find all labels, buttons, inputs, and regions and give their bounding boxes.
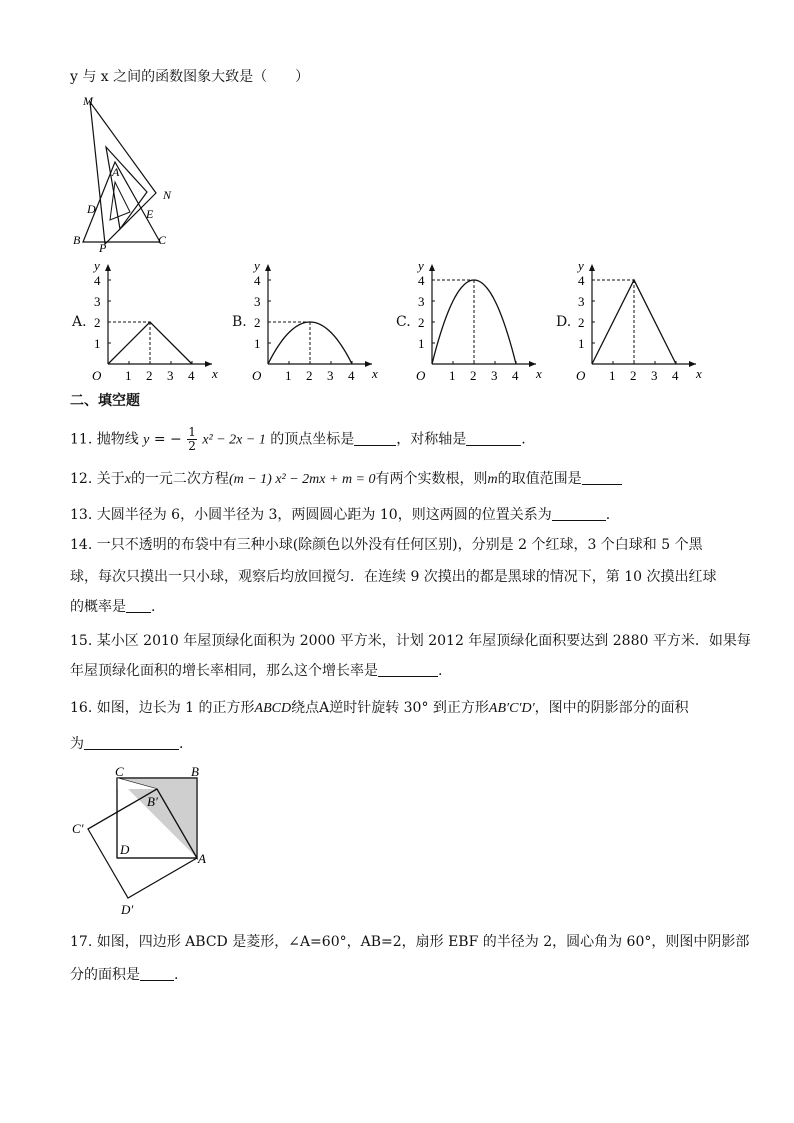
y-tick-label: 3 — [94, 294, 101, 309]
x-tick-label: 3 — [651, 368, 658, 383]
y-tick-label: 3 — [578, 294, 585, 309]
q16-line-2 — [70, 735, 183, 753]
q12-var-x: x — [124, 472, 131, 487]
question-13 — [70, 506, 610, 524]
q11-text: 抛物线 — [96, 431, 139, 448]
q17-blank[interactable] — [140, 966, 174, 981]
origin-label: O — [92, 368, 102, 383]
q12-number: 12. — [70, 471, 93, 487]
label-N: N — [163, 188, 172, 202]
x-tick-label: 1 — [125, 368, 132, 383]
label-D: D — [87, 202, 96, 216]
y-tick-label: 4 — [418, 273, 425, 288]
x-tick-label: 4 — [512, 368, 519, 383]
q16-blank[interactable] — [84, 735, 179, 750]
q17-text: 分的面积是 — [70, 967, 140, 983]
x-axis-arrow — [529, 361, 536, 367]
q12-var-m: m — [487, 472, 498, 487]
fig16-label-A: A — [198, 851, 206, 866]
label-M: M — [83, 94, 93, 108]
q15-line-1: 15. 某小区 2010 年屋顶绿化面积为 2000 平方米，计划 2012 年屋顶绿化面积要达到 2880 平方米．如果每 — [70, 633, 751, 649]
q15-blank[interactable] — [378, 662, 438, 677]
q14-end: . — [151, 599, 156, 615]
x-axis-label: x — [212, 366, 218, 381]
option-graph-4 — [570, 256, 700, 386]
x-tick-label: 3 — [167, 368, 174, 383]
x-tick-label: 4 — [348, 368, 355, 383]
q14-text: 的概率是 — [70, 599, 126, 615]
q16-end: . — [179, 736, 184, 752]
y-axis-label: y — [94, 258, 100, 273]
q16-text: 16. 如图，边长为 1 的正方形 — [70, 700, 255, 716]
q12-text: 关于 — [96, 471, 125, 487]
label-E: E — [146, 207, 154, 221]
x-axis-label: x — [536, 366, 542, 381]
x-tick-label: 2 — [470, 368, 477, 383]
q11-text-mid: 的顶点坐标是 — [270, 431, 355, 448]
fig16-label-D1: D′ — [121, 902, 134, 917]
fig16-label-C1: C′ — [72, 821, 84, 836]
option-label-4[interactable]: D. — [556, 314, 572, 330]
y-tick-label: 2 — [254, 315, 261, 330]
fig16-label-D: D — [120, 842, 130, 857]
label-B: B — [73, 233, 81, 247]
x-axis-label: x — [696, 366, 702, 381]
option-label-3[interactable]: C. — [396, 314, 411, 330]
y-axis-label: y — [418, 258, 424, 273]
origin-label: O — [576, 368, 586, 383]
y-axis-arrow — [589, 264, 595, 271]
q16-text-mid: 绕点A逆时针旋转 30° 到正方形 — [291, 700, 489, 716]
q11-eq-y: y — [143, 432, 150, 448]
label-C: C — [158, 233, 167, 247]
q15-end: . — [438, 663, 443, 679]
q16-text-post: ，图中的阴影部分的面积 — [534, 700, 689, 716]
x-tick-label: 2 — [630, 368, 637, 383]
y-tick-label: 2 — [94, 315, 101, 330]
label-P: P — [99, 241, 107, 255]
q11-fraction: $\frac{1}{2}$ — [188, 425, 196, 453]
q10-stem: y 与 x 之间的函数图象大致是（ ） — [70, 69, 310, 85]
y-tick-label: 3 — [254, 294, 261, 309]
q11-eq-equals: = − — [153, 431, 182, 448]
y-tick-label: 1 — [254, 336, 261, 351]
q16-square-2: AB′C′D′ — [488, 701, 535, 716]
x-tick-label: 1 — [609, 368, 616, 383]
q16-text-2: 为 — [70, 736, 84, 752]
label-A: A — [112, 165, 120, 179]
option-graph-1 — [86, 256, 216, 386]
q14-line-1: 14. 一只不透明的布袋中有三种小球(除颜色以外没有任何区别)，分别是 2 个红球，3 个白球和 5 个黑 — [70, 537, 703, 553]
q14-blank[interactable] — [126, 598, 151, 613]
option-graph-3 — [410, 256, 540, 386]
x-axis-arrow — [689, 361, 696, 367]
q16-line-1 — [70, 699, 689, 718]
y-axis-arrow — [105, 264, 111, 271]
origin-label: O — [252, 368, 262, 383]
option-label-2[interactable]: B. — [232, 314, 247, 330]
y-tick-label: 4 — [578, 273, 585, 288]
fig16-label-C: C — [115, 764, 124, 779]
y-tick-label: 1 — [578, 336, 585, 351]
origin-label: O — [416, 368, 426, 383]
q13-end: . — [605, 507, 611, 523]
x-tick-label: 3 — [327, 368, 334, 383]
q10-triangle-figure — [70, 92, 180, 255]
y-axis-label: y — [578, 258, 584, 273]
y-tick-label: 3 — [418, 294, 425, 309]
x-axis-arrow — [365, 361, 372, 367]
x-tick-label: 1 — [285, 368, 292, 383]
x-tick-label: 2 — [146, 368, 153, 383]
x-tick-label: 2 — [306, 368, 313, 383]
y-axis-arrow — [429, 264, 435, 271]
q12-equation: (m − 1) x² − 2mx + m = 0 — [228, 472, 376, 487]
q16-square-figure — [66, 762, 226, 922]
q11-number: 11. — [70, 431, 93, 448]
x-tick-label: 1 — [449, 368, 456, 383]
y-tick-label: 2 — [578, 315, 585, 330]
x-tick-label: 4 — [188, 368, 195, 383]
q17-line-2 — [70, 966, 178, 984]
y-axis-label: y — [254, 258, 260, 273]
q13-text: 13. 大圆半径为 6，小圆半径为 3，两圆圆心距为 10，则这两圆的位置关系为 — [70, 507, 552, 523]
x-tick-label: 3 — [491, 368, 498, 383]
q12-text-end: 的取值范围是 — [497, 471, 582, 487]
y-tick-label: 2 — [418, 315, 425, 330]
q16-square-1: ABCD — [254, 701, 292, 716]
q11-blank-1[interactable] — [354, 431, 396, 446]
q14-line-3 — [70, 598, 155, 616]
option-label-1[interactable]: A. — [72, 314, 87, 330]
y-tick-label: 1 — [418, 336, 425, 351]
q11-end: . — [521, 431, 526, 448]
x-tick-label: 4 — [672, 368, 679, 383]
q14-line-2: 球，每次只摸出一只小球，观察后均放回搅匀．在连续 9 次摸出的都是黑球的情况下，第 10 次摸出红球 — [70, 569, 717, 585]
q12-blank[interactable] — [582, 470, 622, 485]
question-12 — [70, 470, 622, 489]
option-graph-2 — [246, 256, 376, 386]
q12-text-mid: 的一元二次方程 — [130, 471, 229, 487]
q11-eq-rest: x² − 2x − 1 — [202, 432, 266, 448]
q15-line-2 — [70, 662, 442, 680]
y-axis-arrow — [265, 264, 271, 271]
y-tick-label: 1 — [94, 336, 101, 351]
q12-text-mid2: 有两个实数根，则 — [375, 471, 488, 487]
y-tick-label: 4 — [254, 273, 261, 288]
q17-line-1: 17. 如图，四边形 ABCD 是菱形，∠A=60°，AB=2，扇形 EBF 的半径为 2，圆心角为 60°，则图中阴影部 — [70, 934, 750, 950]
fig16-label-B: B — [191, 764, 199, 779]
q11-blank-2[interactable] — [466, 431, 521, 446]
q15-text: 年屋顶绿化面积的增长率相同，那么这个增长率是 — [70, 663, 378, 679]
x-axis-label: x — [372, 366, 378, 381]
y-tick-label: 4 — [94, 273, 101, 288]
question-11 — [70, 426, 526, 453]
section-title: 二、填空题 — [70, 393, 140, 409]
q17-end: . — [174, 967, 179, 983]
q11-text-mid2: ，对称轴是 — [396, 431, 467, 448]
x-axis-arrow — [205, 361, 212, 367]
fig16-label-B1: B′ — [147, 794, 158, 809]
q13-blank[interactable] — [552, 506, 606, 521]
